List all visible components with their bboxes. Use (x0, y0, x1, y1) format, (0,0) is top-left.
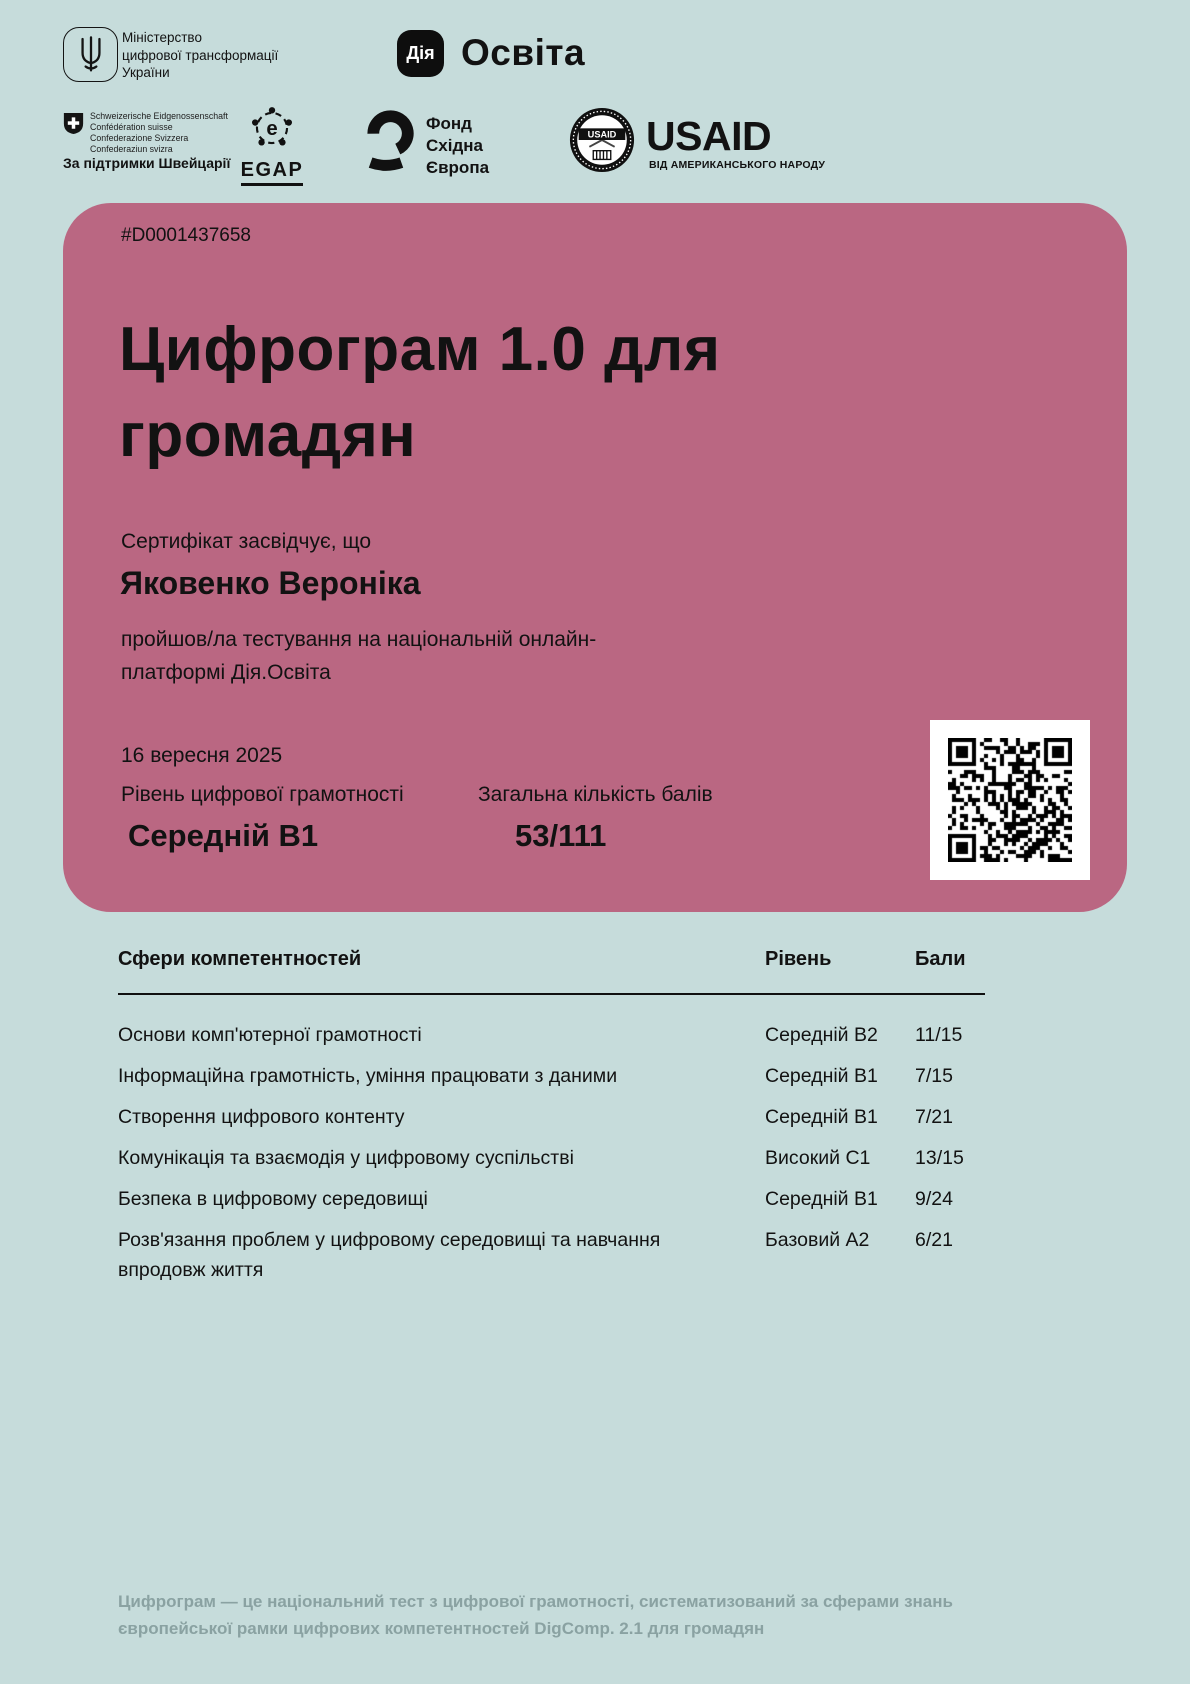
swiss-confederation-names (90, 111, 228, 155)
eef-line: Європа (426, 158, 490, 177)
east-europe-foundation-name (426, 113, 489, 179)
usaid-seal-icon (568, 106, 636, 179)
score-cell: 6/21 (915, 1229, 953, 1251)
table-row (118, 1184, 985, 1214)
qr-code (948, 738, 1072, 862)
ministry-line: цифрової трансформації (122, 47, 279, 63)
sphere-cell: Розв'язання проблем у цифровому середовищі та навчання впродовж життя (118, 1229, 661, 1281)
eef-line: Східна (426, 136, 483, 155)
egap-logo (240, 105, 304, 186)
trident-icon (68, 29, 114, 80)
score-cell: 13/15 (915, 1147, 964, 1169)
table-row (118, 1020, 985, 1050)
swiss-line: Confédération suisse (90, 122, 173, 132)
score-cell: 7/15 (915, 1065, 953, 1087)
header-spheres: Сфери компетентностей (118, 948, 362, 970)
certificate-card (63, 203, 1127, 912)
literacy-level-label: Рівень цифрової грамотності (121, 783, 404, 806)
swiss-flag-icon (63, 112, 84, 140)
swiss-line: Confederaziun svizra (90, 144, 173, 154)
table-row (118, 1061, 985, 1091)
table-row (118, 1102, 985, 1132)
ministry-trident-logo (63, 27, 118, 82)
usaid-seal-label: USAID (587, 129, 617, 140)
level-cell: Базовий A2 (765, 1229, 870, 1251)
usaid-wordmark: USAID (646, 113, 772, 159)
header-score: Бали (915, 948, 966, 970)
sphere-cell: Основи комп'ютерної грамотності (118, 1024, 422, 1046)
ministry-line: Міністерство (122, 30, 202, 45)
score-cell: 9/24 (915, 1188, 953, 1210)
certificate-title: Цифрограм 1.0 для громадян (119, 315, 721, 470)
ministry-line: України (122, 65, 170, 80)
certificate-date: 16 вересня 2025 (121, 744, 283, 767)
passed-text: пройшов/ла тестування на національній онлайн-платформі Дія.Освіта (121, 628, 597, 684)
level-cell: Середній B1 (765, 1106, 878, 1128)
total-score-label: Загальна кількість балів (478, 783, 713, 806)
qr-code-panel (930, 720, 1090, 880)
table-divider (118, 993, 985, 995)
swiss-support-label: За підтримки Швейцарії (63, 155, 231, 171)
east-europe-foundation-icon (357, 108, 415, 177)
literacy-level-value: Середній B1 (128, 818, 319, 853)
diia-app-icon (397, 30, 444, 77)
sphere-cell: Створення цифрового контенту (118, 1106, 405, 1128)
certificate-number: #D0001437658 (121, 225, 251, 246)
competency-table (118, 948, 985, 1296)
eef-line: Фонд (426, 114, 472, 133)
table-row (118, 1225, 985, 1285)
level-cell: Середній B2 (765, 1024, 878, 1046)
certifies-label: Сертифікат засвідчує, що (121, 530, 372, 553)
swiss-line: Schweizerische Eidgenossenschaft (90, 111, 228, 121)
recipient-name: Яковенко Вероніка (120, 565, 421, 601)
sphere-cell: Безпека в цифровому середовищі (118, 1188, 428, 1210)
egap-icon (249, 118, 295, 155)
sphere-cell: Комунікація та взаємодія у цифровому суспільстві (118, 1147, 574, 1169)
sphere-cell: Інформаційна грамотність, уміння працювати з даними (118, 1065, 618, 1087)
diia-osvita-wordmark: Освіта (461, 32, 586, 73)
table-row (118, 1143, 985, 1173)
header-level: Рівень (765, 948, 832, 970)
egap-monogram: e (266, 118, 278, 141)
egap-label: EGAP (241, 159, 304, 186)
level-cell: Середній B1 (765, 1065, 878, 1087)
usaid-tagline: ВІД АМЕРИКАНСЬКОГО НАРОДУ (649, 159, 826, 171)
score-cell: 7/21 (915, 1106, 953, 1128)
diia-badge-text: Дія (406, 43, 435, 63)
level-cell: Середній B1 (765, 1188, 878, 1210)
level-cell: Високий C1 (765, 1147, 871, 1169)
score-cell: 11/15 (915, 1024, 963, 1046)
footer-description: Цифрограм — це національний тест з цифрової грамотності, систематизований за сферами знань європейської рамки цифрових компетентностей DigComp. 2.1 для громадян (118, 1592, 953, 1638)
swiss-line: Confederazione Svizzera (90, 133, 189, 143)
ministry-name (122, 29, 278, 82)
table-header-row (118, 948, 985, 971)
total-score-value: 53/111 (515, 818, 607, 853)
